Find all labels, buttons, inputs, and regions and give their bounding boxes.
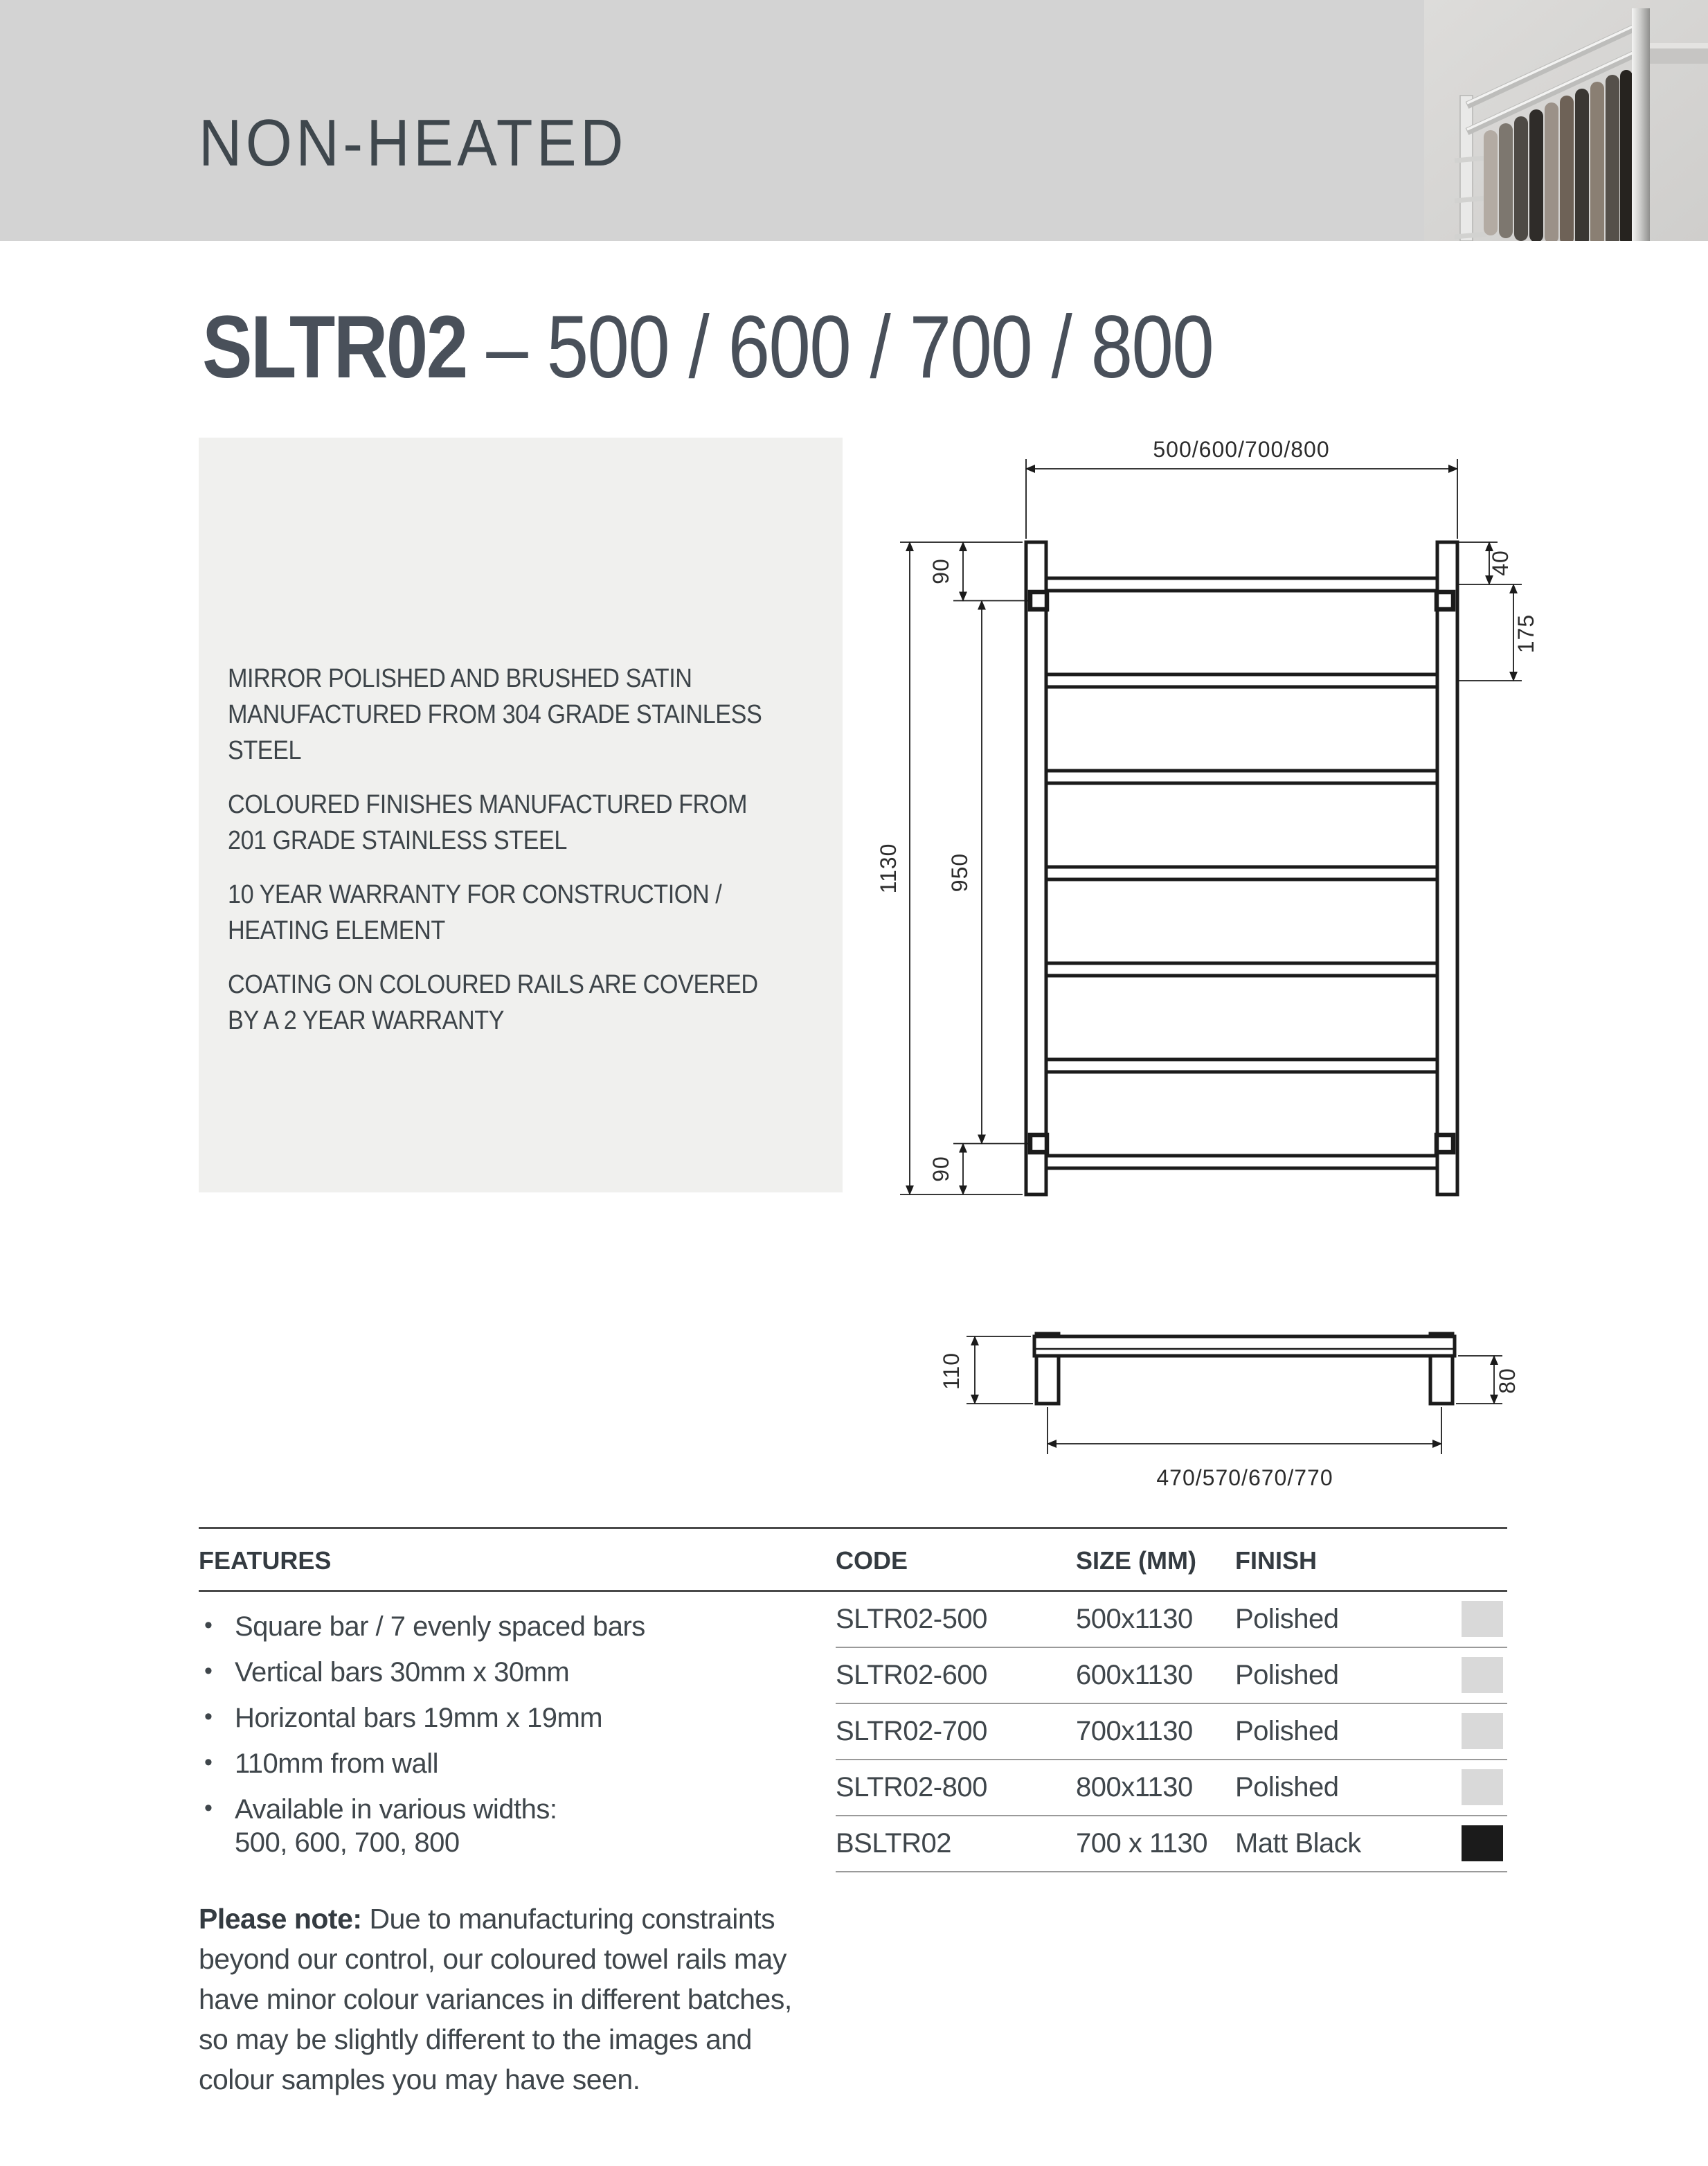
finish-cell: Polished [1235,1660,1339,1690]
dim-bottom-fixing-offset: 90 [928,1156,953,1182]
dim-bracket-depth: 80 [1495,1368,1520,1394]
dim-fixing-centres: 470/570/670/770 [1156,1465,1333,1490]
finish-swatch [1462,1825,1503,1861]
table-row [836,1592,1507,1648]
code-cell: SLTR02-500 [836,1604,987,1634]
product-title [202,298,1214,397]
info-paragraph: 10 YEAR WARRANTY FOR CONSTRUCTION / HEATING ELEMENT [228,880,722,945]
feature-item: • Vertical bars 30mm x 30mm [199,1656,822,1688]
dim-top-fixing-offset: 90 [928,558,953,584]
dim-rail-spacing: 175 [1513,614,1538,654]
feature-item: • Available in various widths: [199,1793,822,1825]
header-bar [0,0,1708,241]
table-row [836,1760,1507,1816]
dim-overall-width: 500/600/700/800 [1153,437,1330,462]
code-cell: BSLTR02 [836,1828,951,1859]
table-row [836,1648,1507,1704]
size-cell: 600x1130 [1076,1660,1193,1690]
table-row [836,1704,1507,1760]
page-section-title: NON-HEATED [199,106,627,180]
finish-swatch [1462,1601,1503,1637]
note-paragraph [199,1899,822,2100]
left-vertical-bar [1026,542,1046,1194]
info-box [199,438,843,1192]
size-cell: 700 x 1130 [1076,1828,1207,1859]
section-top-rule [199,1527,1507,1529]
size-cell: 800x1130 [1076,1772,1193,1802]
dim-fixing-span: 950 [947,852,972,893]
note-text: Due to manufacturing constraints beyond our control, our coloured towel rails may have minor colour variances in different batches, so may be slightly different to the images and colour samples you may have seen. [199,1903,792,2095]
product-photo [1424,0,1708,241]
dim-wall-depth: 110 [939,1352,964,1390]
note-label: Please note: [199,1903,362,1935]
info-paragraph: MIRROR POLISHED AND BRUSHED SATIN MANUFACTURED FROM 304 GRADE STAINLESS STEEL [228,664,762,765]
finish-swatch [1462,1769,1503,1805]
product-size-range: – 500 / 600 / 700 / 800 [466,298,1214,397]
front-elevation-diagram [865,415,1708,1233]
code-cell: SLTR02-600 [836,1660,987,1690]
table-header-code: CODE [836,1546,908,1575]
right-vertical-bar [1437,542,1457,1194]
finish-cell: Polished [1235,1772,1339,1802]
info-paragraph: COATING ON COLOURED RAILS ARE COVERED BY A 2 YEAR WARRANTY [228,970,758,1035]
table-header-size: SIZE (MM) [1076,1546,1196,1575]
size-cell: 500x1130 [1076,1604,1193,1634]
feature-item: • Square bar / 7 evenly spaced bars [199,1611,822,1643]
spec-table [836,1592,1507,1872]
finish-swatch [1462,1713,1503,1749]
code-cell: SLTR02-700 [836,1716,987,1746]
features-heading: FEATURES [199,1546,332,1575]
feature-item: • 110mm from wall [199,1748,822,1780]
plan-rail-bar [1034,1336,1455,1356]
finish-cell: Polished [1235,1716,1339,1746]
feature-widths-line: 500, 600, 700, 800 [235,1827,460,1858]
table-row [836,1816,1507,1872]
finish-cell: Polished [1235,1604,1339,1634]
info-paragraph: COLOURED FINISHES MANUFACTURED FROM 201 GRADE STAINLESS STEEL [228,790,747,855]
finish-cell: Matt Black [1235,1828,1361,1859]
feature-item: • Horizontal bars 19mm x 19mm [199,1702,822,1734]
product-model: SLTR02 [202,298,467,397]
horizontal-rails [1046,578,1437,1168]
code-cell: SLTR02-800 [836,1772,987,1802]
table-header-finish: FINISH [1235,1546,1318,1575]
finish-swatch [1462,1657,1503,1693]
side-plan-diagram [865,1316,1708,1510]
features-list [199,1611,822,1859]
size-cell: 700x1130 [1076,1716,1193,1746]
dim-overall-height: 1130 [876,843,901,894]
dim-top-rail-offset: 40 [1488,550,1513,576]
